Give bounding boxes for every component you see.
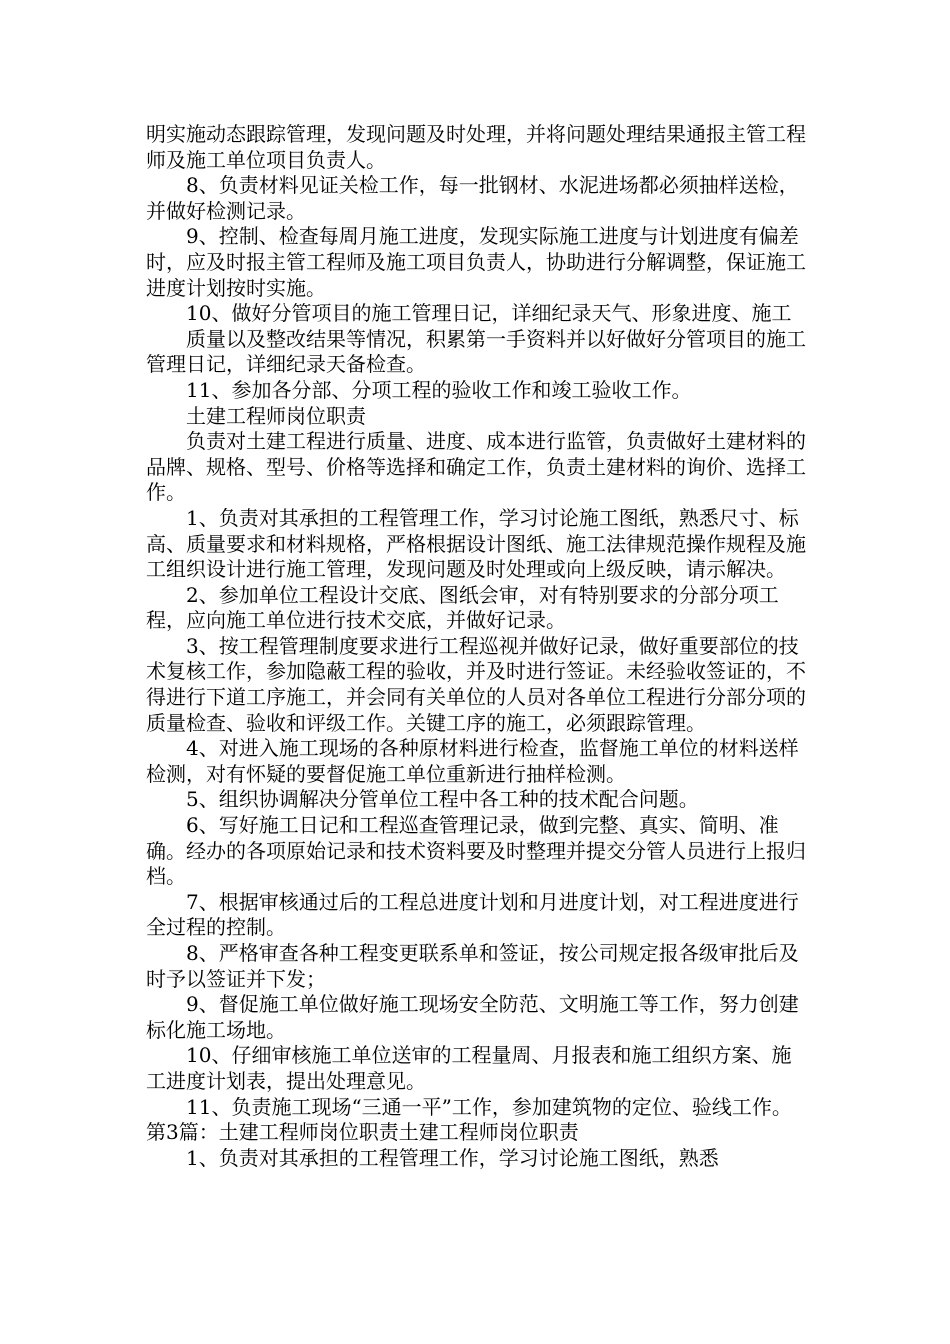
paragraph-continuation: 明实施动态跟踪管理，发现问题及时处理，并将问题处理结果通报主管工程师及施工单位项目负责人。 bbox=[146, 122, 806, 172]
paragraph-duty-2: 2、参加单位工程设计交底、图纸会审，对有特别要求的分部分项工程，应向施工单位进行技术交底，并做好记录。 bbox=[146, 582, 779, 633]
document-body bbox=[146, 122, 808, 1171]
paragraph-item-11-acceptance: 11、参加各分部、分项工程的验收工作和竣工验收工作。 bbox=[186, 377, 692, 402]
paragraph-overview: 负责对土建工程进行质量、进度、成本进行监管，负责做好土建材料的品牌、规格、型号、价格等选择和确定工作，负责土建材料的询价、选择工作。 bbox=[146, 429, 806, 505]
section-heading: 土建工程师岗位职责 bbox=[186, 403, 366, 428]
paragraph-item-8-material-inspection: 8、负责材料见证关检工作，每一批钢材、水泥进场都必须抽样送检，并做好检测记录。 bbox=[146, 173, 799, 223]
paragraph-quality-records: 质量以及整改结果等情况，积累第一手资料并以好做好分管项目的施工管理日记，详细纪录天备检查。 bbox=[146, 326, 806, 377]
paragraph-duty-9: 9、督促施工单位做好施工现场安全防范、文明施工等工作，努力创建标化施工场地。 bbox=[146, 992, 799, 1042]
paragraph-duty-1: 1、负责对其承担的工程管理工作，学习讨论施工图纸，熟悉尺寸、标高、质量要求和材料规格，严格根据设计图纸、施工法律规范操作规程及施工组织设计进行施工管理，发现问题及时处理或向上级反映，请示解决。 bbox=[146, 505, 806, 582]
paragraph-duty-5: 5、组织协调解决分管单位工程中各工种的技术配合问题。 bbox=[186, 787, 699, 812]
paragraph-item-9-progress-control: 9、控制、检查每周月施工进度，发现实际施工进度与计划进度有偏差时，应及时报主管工程师及施工项目负责人，协助进行分解调整，保证施工进度计划按时实施。 bbox=[146, 224, 806, 300]
paragraph-duty-4: 4、对进入施工现场的各种原材料进行检查，监督施工单位的材料送样检测，对有怀疑的要督促施工单位重新进行抽样检测。 bbox=[146, 736, 799, 786]
paragraph-part3-duty-1: 1、负责对其承担的工程管理工作，学习讨论施工图纸，熟悉 bbox=[186, 1145, 719, 1170]
paragraph-duty-3: 3、按工程管理制度要求进行工程巡视并做好记录，做好重要部位的技术复核工作，参加隐蔽工程的验收，并及时进行签证。未经验收签证的，不得进行下道工序施工，并会同有关单位的人员对各单位工程进行分部分项的质量检查、验收和评级工作。关键工序的施工，必须跟踪管理。 bbox=[146, 633, 806, 735]
paragraph-item-10-construction-diary: 10、做好分管项目的施工管理日记，详细纪录天气、形象进度、施工 bbox=[186, 301, 792, 326]
paragraph-duty-11: 11、负责施工现场“三通一平”工作，参加建筑物的定位、验线工作。第3篇：土建工程师岗位职责土建工程师岗位职责 bbox=[146, 1094, 792, 1145]
paragraph-duty-7: 7、根据审核通过后的工程总进度计划和月进度计划，对工程进度进行全过程的控制。 bbox=[146, 889, 799, 940]
paragraph-duty-6: 6、写好施工日记和工程巡查管理记录，做到完整、真实、简明、准确。经办的各项原始记录和技术资料要及时整理并提交分管人员进行上报归档。 bbox=[146, 813, 806, 889]
paragraph-duty-10: 10、仔细审核施工单位送审的工程量周、月报表和施工组织方案、施工进度计划表，提出处理意见。 bbox=[146, 1043, 792, 1093]
paragraph-duty-8: 8、严格审查各种工程变更联系单和签证，按公司规定报各级审批后及时予以签证并下发； bbox=[146, 941, 799, 991]
